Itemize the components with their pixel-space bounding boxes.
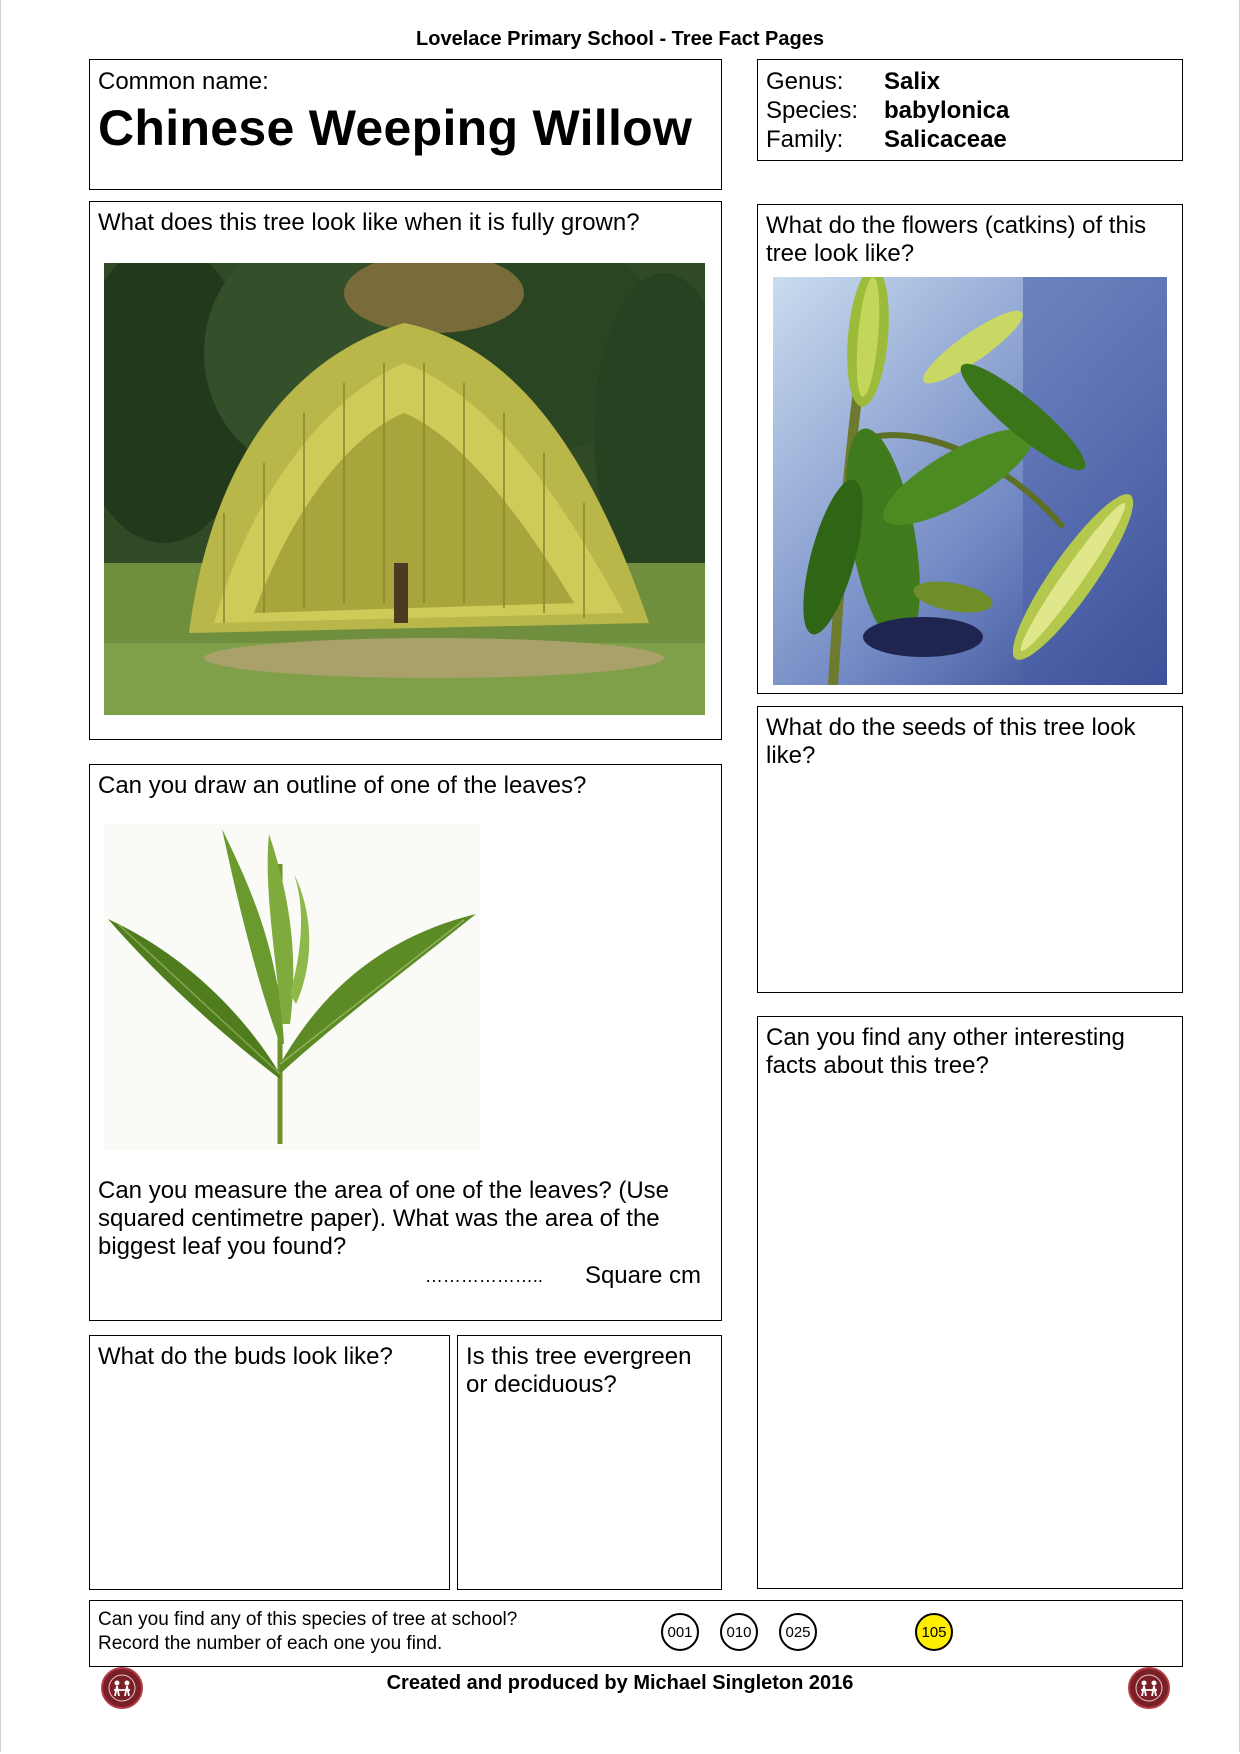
school-count-box (89, 1600, 1183, 1667)
catkins-photo (773, 277, 1167, 685)
family-row (766, 125, 1174, 154)
badge-010: 010 (720, 1613, 758, 1651)
common-name-label: Common name: (98, 68, 269, 95)
school-count-line1: Can you find any of this species of tree at school? (98, 1609, 518, 1630)
facts-question: Can you find any other interesting facts about this tree? (766, 1024, 1125, 1079)
common-name-box (89, 59, 722, 190)
leaf-area-question: Can you measure the area of one of the leaves? (Use squared centimetre paper). What was the area of the biggest leaf you found? (98, 1177, 670, 1260)
evergreen-question: Is this tree evergreen or deciduous? (466, 1343, 692, 1398)
species-row (766, 96, 1174, 125)
willow-tree-photo (104, 263, 705, 715)
fully-grown-box (89, 201, 722, 740)
willow-leaf-photo (104, 824, 480, 1150)
evergreen-box (457, 1335, 722, 1590)
fully-grown-question: What does this tree look like when it is fully grown? (98, 209, 640, 236)
school-count-text (98, 1608, 517, 1656)
species-value: babylonica (884, 97, 1010, 124)
page-title: Lovelace Primary School - Tree Fact Pages (416, 28, 824, 50)
leaf-area-section (98, 1177, 709, 1291)
genus-label: Genus: (766, 68, 844, 95)
genus-value: Salix (884, 68, 941, 95)
seeds-question: What do the seeds of this tree look like? (766, 714, 1136, 769)
buds-box (89, 1335, 450, 1590)
family-label: Family: (766, 126, 844, 153)
badge-025: 025 (779, 1613, 817, 1651)
flowers-box (757, 204, 1183, 694)
footer-credit: Created and produced by Michael Singleton 2016 (386, 1672, 854, 1694)
seeds-box (757, 706, 1183, 993)
common-name: Chinese Weeping Willow (98, 100, 693, 156)
school-count-line2: Record the number of each one you find. (98, 1633, 443, 1654)
genus-row (766, 67, 1174, 96)
badge-105: 105 (915, 1613, 953, 1651)
flowers-question: What do the flowers (catkins) of this tree look like? (766, 212, 1147, 267)
leaf-area-answer-line[interactable]: ……………….. (424, 1266, 543, 1286)
facts-box (757, 1016, 1183, 1589)
buds-question: What do the buds look like? (98, 1343, 393, 1370)
badge-001: 001 (661, 1613, 699, 1651)
leaf-area-answer (98, 1261, 709, 1291)
taxonomy-box (757, 59, 1183, 161)
leaf-outline-question: Can you draw an outline of one of the leaves? (98, 772, 587, 799)
family-value: Salicaceae (884, 126, 1007, 153)
species-label: Species: (766, 97, 859, 124)
leaf-box (89, 764, 722, 1321)
leaf-area-unit: Square cm (584, 1262, 701, 1289)
